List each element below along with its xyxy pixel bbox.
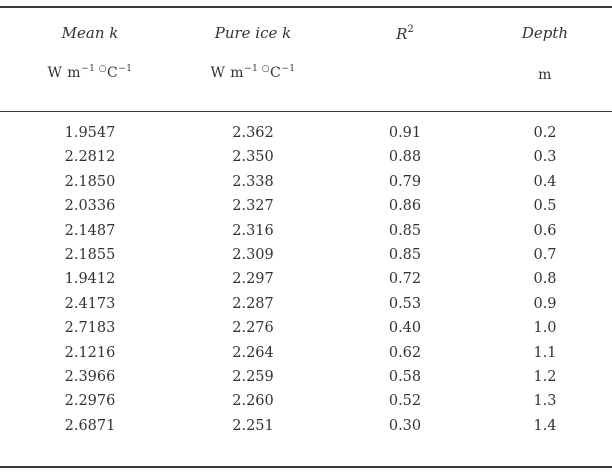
header-mean-k — [40, 24, 140, 42]
cell-pure-ice-k: 2.362 — [232, 125, 274, 141]
table-row — [0, 198, 612, 222]
table-row — [0, 223, 612, 247]
cell-pure-ice-k: 2.264 — [232, 344, 274, 361]
cell-mean-k: 2.1487 — [64, 222, 116, 239]
cell-pure-ice-k: 2.350 — [232, 149, 274, 166]
cell-depth: 0.5 — [533, 198, 557, 215]
table-row — [0, 174, 612, 198]
cell-r-squared: 0.88 — [388, 149, 422, 166]
cell-depth: 0.3 — [533, 149, 557, 166]
header-mean-k-label: Mean k — [61, 24, 119, 42]
header-depth-label: Depth — [521, 24, 569, 42]
table-row — [0, 271, 612, 295]
cell-mean-k: 2.7183 — [64, 320, 116, 337]
header-r-squared — [365, 24, 445, 43]
cell-mean-k: 2.3966 — [64, 368, 116, 385]
cell-depth: 0.8 — [533, 271, 557, 288]
cell-depth: 1.2 — [533, 368, 557, 385]
table-header-rule — [0, 111, 612, 112]
cell-r-squared: 0.58 — [388, 368, 422, 385]
unit-mean-k — [40, 64, 140, 81]
cell-mean-k: 2.4173 — [64, 295, 116, 312]
cell-mean-k: 2.1216 — [64, 344, 116, 361]
unit-pure-ice-k-base: W m — [210, 65, 245, 81]
unit-pure-ice-k-exp: −1 ○ — [244, 64, 271, 74]
table-top-rule — [0, 6, 612, 8]
cell-r-squared: 0.72 — [388, 271, 422, 288]
cell-pure-ice-k: 2.297 — [232, 271, 274, 288]
cell-depth: 0.4 — [533, 173, 557, 190]
cell-depth: 1.1 — [533, 344, 557, 361]
cell-r-squared: 0.85 — [388, 246, 422, 263]
cell-pure-ice-k: 2.287 — [232, 295, 274, 312]
cell-r-squared: 0.85 — [388, 222, 422, 239]
table-row — [0, 125, 612, 149]
cell-mean-k: 2.2976 — [64, 393, 116, 410]
unit-pure-ice-k-exp2: −1 — [281, 64, 296, 74]
cell-r-squared: 0.53 — [388, 295, 422, 312]
cell-r-squared: 0.86 — [388, 198, 422, 215]
cell-mean-k: 2.0336 — [64, 198, 116, 215]
cell-mean-k: 2.1850 — [64, 173, 116, 190]
cell-pure-ice-k: 2.309 — [232, 246, 274, 263]
cell-mean-k: 1.9412 — [64, 271, 116, 288]
header-r-label: R — [396, 25, 408, 43]
cell-mean-k: 1.9547 — [64, 125, 116, 141]
header-r-superscript: 2 — [407, 24, 414, 35]
table-row — [0, 296, 612, 320]
unit-mean-k-exp: −1 ○ — [81, 64, 108, 74]
cell-pure-ice-k: 2.259 — [232, 368, 274, 385]
table-body — [0, 125, 612, 442]
header-depth — [500, 24, 590, 42]
header-pure-ice-k-label: Pure ice k — [214, 24, 292, 42]
cell-r-squared: 0.30 — [388, 417, 422, 434]
cell-depth: 0.9 — [533, 295, 557, 312]
cell-depth: 0.7 — [533, 246, 557, 263]
cell-depth: 1.4 — [533, 417, 557, 434]
cell-depth: 1.3 — [533, 393, 557, 410]
cell-r-squared: 0.40 — [388, 320, 422, 337]
table-bottom-rule — [0, 466, 612, 468]
cell-pure-ice-k: 2.327 — [232, 198, 274, 215]
cell-r-squared: 0.91 — [388, 125, 422, 141]
table-row — [0, 345, 612, 369]
table-row — [0, 418, 612, 442]
cell-depth: 0.6 — [533, 222, 557, 239]
cell-pure-ice-k: 2.251 — [232, 417, 274, 434]
cell-mean-k: 2.2812 — [64, 149, 116, 166]
cell-pure-ice-k: 2.316 — [232, 222, 274, 239]
unit-depth-label: m — [538, 67, 552, 83]
table-row — [0, 320, 612, 344]
cell-depth: 1.0 — [533, 320, 557, 337]
cell-pure-ice-k: 2.276 — [232, 320, 274, 337]
cell-depth: 0.2 — [533, 125, 557, 141]
cell-mean-k: 2.6871 — [64, 417, 116, 434]
unit-mean-k-celsius: C — [107, 65, 119, 81]
header-pure-ice-k — [197, 24, 309, 42]
unit-mean-k-exp2: −1 — [118, 64, 133, 74]
unit-mean-k-base: W m — [47, 65, 82, 81]
cell-r-squared: 0.62 — [388, 344, 422, 361]
unit-pure-ice-k-celsius: C — [270, 65, 282, 81]
table-row — [0, 369, 612, 393]
unit-pure-ice-k — [197, 64, 309, 81]
cell-pure-ice-k: 2.260 — [232, 393, 274, 410]
cell-pure-ice-k: 2.338 — [232, 173, 274, 190]
unit-depth — [500, 67, 590, 83]
cell-r-squared: 0.52 — [388, 393, 422, 410]
cell-r-squared: 0.79 — [388, 173, 422, 190]
table-row — [0, 149, 612, 173]
table-row — [0, 247, 612, 271]
cell-mean-k: 2.1855 — [64, 246, 116, 263]
table-row — [0, 393, 612, 417]
